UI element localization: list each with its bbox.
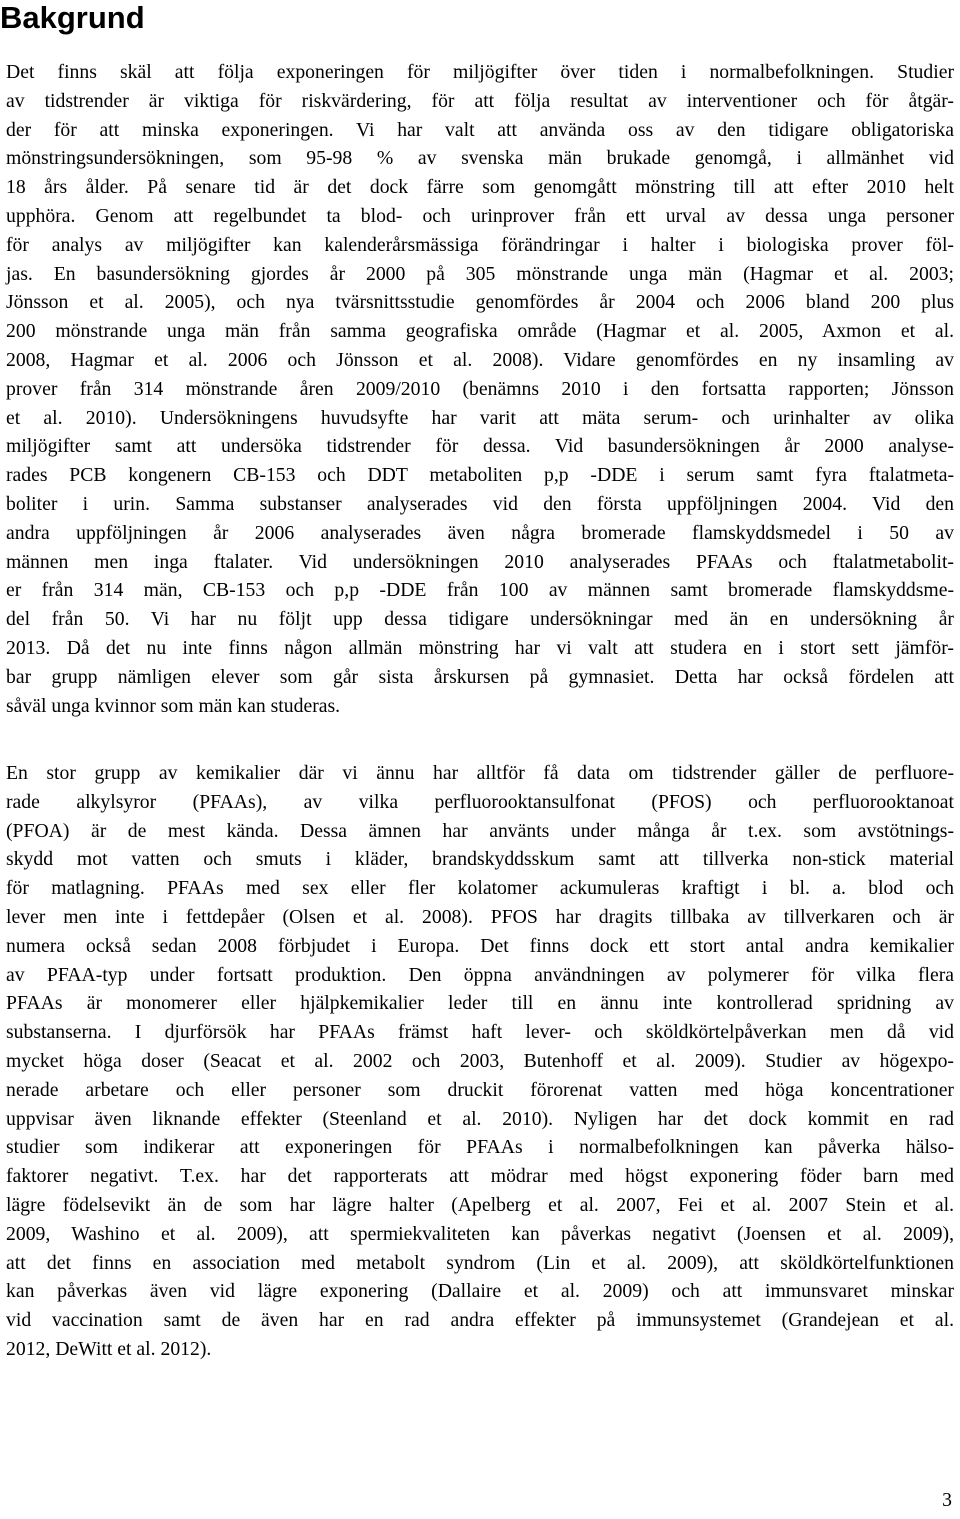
text-line: 2012, DeWitt et al. 2012).: [6, 1337, 212, 1360]
text-line: för analys av miljögifter kan kalenderårsmässiga förändringar i halter i biologiska prover föl-: [6, 233, 954, 256]
body-paragraph-2: [6, 759, 954, 1364]
text-line: jas. En basundersökning gjordes år 2000 på 305 mönstrande unga män (Hagmar et al. 2003;: [6, 262, 954, 285]
text-line: boliter i urin. Samma substanser analyserades vid den första uppföljningen 2004. Vid den: [6, 492, 954, 515]
text-line: 18 års ålder. På senare tid är det dock färre som genomgått mönstring till att efter 2010 helt: [6, 176, 954, 199]
text-line: numera också sedan 2008 förbjudet i Europa. Det finns dock ett stort antal andra kemikalier: [6, 934, 954, 957]
text-line: faktorer negativt. T.ex. har det rapporterats att mödrar med högst exponering föder barn med: [6, 1165, 954, 1188]
text-line: 2013. Då det nu inte finns någon allmän mönstring har vi valt att studera en i stort sett jämför-: [6, 636, 954, 659]
text-line: upphöra. Genom att regelbundet ta blod- och urinprover från ett urval av dessa unga personer: [6, 204, 954, 227]
text-line: rade alkylsyror (PFAAs), av vilka perfluorooktansulfonat (PFOS) och perfluorooktanoat: [6, 790, 954, 813]
text-line: prover från 314 mönstrande åren 2009/2010 (benämns 2010 i den fortsatta rapporten; Jönsson: [6, 377, 954, 400]
text-line: lever men inte i fettdepåer (Olsen et al. 2008). PFOS har dragits tillbaka av tillverkaren och är: [6, 905, 954, 928]
text-line: uppvisar även liknande effekter (Steenland et al. 2010). Nyligen har det dock kommit en rad: [6, 1107, 954, 1130]
text-line: Det finns skäl att följa exponeringen för miljögifter över tiden i normalbefolkningen. Studier: [6, 61, 954, 83]
text-line: del från 50. Vi har nu följt upp dessa tidigare undersökningar med än en undersökning år: [6, 608, 954, 631]
text-line: PFAAs är monomerer eller hjälpkemikalier leder till en ännu inte kontrollerad spridning av: [6, 992, 954, 1015]
text-line: substanserna. I djurförsök har PFAAs främst haft lever- och sköldkörtelpåverkan men då vid: [6, 1021, 954, 1044]
text-line: skydd mot vatten och smuts i kläder, brandskyddsskum samt att tillverka non-stick material: [6, 848, 954, 871]
text-line: 2009, Washino et al. 2009), att spermiekvaliteten kan påverkas negativt (Joensen et al. 2009),: [6, 1222, 954, 1245]
text-line: lägre födelsevikt än de som har lägre halter (Apelberg et al. 2007, Fei et al. 2007 Stein et al.: [6, 1193, 954, 1216]
text-line: att det finns en association med metabolt syndrom (Lin et al. 2009), att sköldkörtelfunktionen: [6, 1251, 954, 1274]
section-heading: Bakgrund: [0, 0, 145, 35]
text-line: En stor grupp av kemikalier där vi ännu har alltför få data om tidstrender gäller de perfluore-: [6, 762, 954, 784]
text-line: av PFAA-typ under fortsatt produktion. Den öppna användningen av polymerer för vilka flera: [6, 963, 954, 986]
text-line: nerade arbetare och eller personer som druckit förorenat vatten med höga koncentrationer: [6, 1078, 954, 1101]
text-line: et al. 2010). Undersökningens huvudsyfte har varit att mäta serum- och urinhalter av olika: [6, 406, 954, 429]
text-line: mönstringsundersökningen, som 95-98 % av svenska män brukade genomgå, i allmänhet vid: [6, 147, 954, 170]
text-line: av tidstrender är viktiga för riskvärdering, för att följa resultat av interventioner och för åtgär-: [6, 89, 954, 112]
text-line: för matlagning. PFAAs med sex eller fler kolatomer ackumuleras kraftigt i bl. a. blod och: [6, 877, 954, 900]
text-line: mycket höga doser (Seacat et al. 2002 och 2003, Butenhoff et al. 2009). Studier av högexpo-: [6, 1049, 954, 1072]
body-paragraph-1: [6, 58, 954, 720]
text-line: der för att minska exponeringen. Vi har valt att använda oss av den tidigare obligatoriska: [6, 118, 954, 141]
text-line: männen men inga ftalater. Vid undersökningen 2010 analyserades PFAAs och ftalatmetabolit-: [6, 550, 954, 573]
page-number: 3: [942, 1489, 952, 1511]
text-line: Jönsson et al. 2005), och nya tvärsnittsstudie genomfördes år 2004 och 2006 bland 200 plus: [6, 291, 954, 314]
text-line: miljögifter samt att undersöka tidstrender för dessa. Vid basundersökningen år 2000 analyse-: [6, 435, 954, 458]
text-line: 2008, Hagmar et al. 2006 och Jönsson et al. 2008). Vidare genomfördes en ny insamling av: [6, 348, 954, 371]
text-line: rades PCB kongenern CB-153 och DDT metaboliten p,p -DDE i serum samt fyra ftalatmeta-: [6, 464, 954, 487]
text-line: vid vaccination samt de även har en rad andra effekter på immunsystemet (Grandejean et al.: [6, 1309, 954, 1332]
text-line: såväl unga kvinnor som män kan studeras.: [6, 694, 341, 717]
text-line: 200 mönstrande unga män från samma geografiska område (Hagmar et al. 2005, Axmon et al.: [6, 320, 954, 343]
text-line: kan påverkas även vid lägre exponering (Dallaire et al. 2009) och att immunsvaret minskar: [6, 1280, 954, 1303]
text-line: (PFOA) är de mest kända. Dessa ämnen har använts under många år t.ex. som avstötnings-: [6, 819, 954, 842]
text-line: andra uppföljningen år 2006 analyserades även några bromerade flamskyddsmedel i 50 av: [6, 521, 954, 544]
text-line: studier som indikerar att exponeringen för PFAAs i normalbefolkningen kan påverka hälso-: [6, 1136, 954, 1159]
text-line: er från 314 män, CB-153 och p,p -DDE från 100 av männen samt bromerade flamskyddsme-: [6, 579, 954, 602]
text-line: bar grupp nämligen elever som går sista årskursen på gymnasiet. Detta har också fördelen att: [6, 665, 954, 688]
